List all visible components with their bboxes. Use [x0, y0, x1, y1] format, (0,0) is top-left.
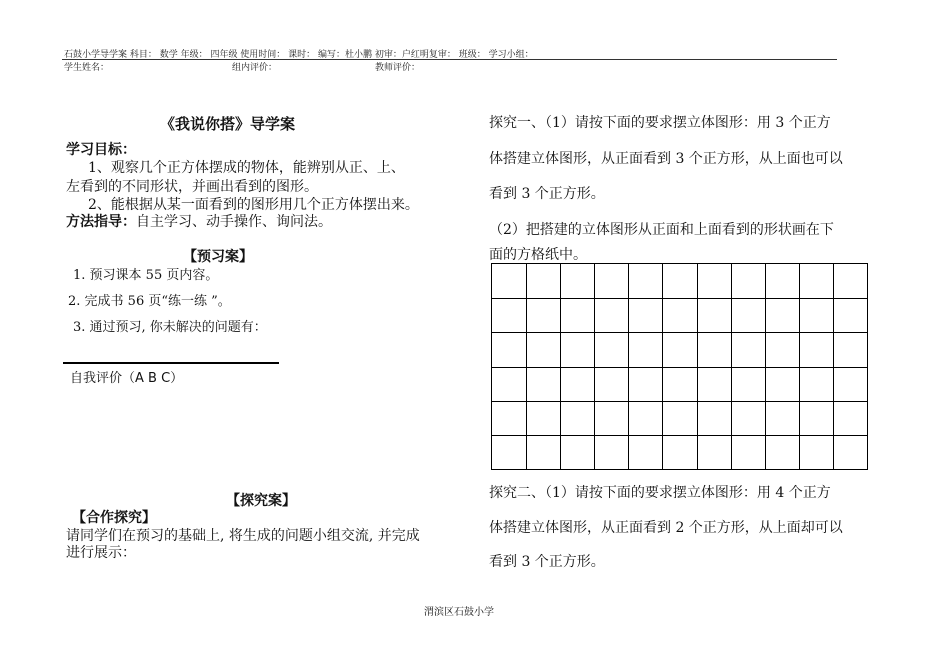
preview-item-2: 2. 完成书 56 页“练一练 ”。 [68, 294, 231, 309]
method-guidance [66, 211, 332, 231]
student-name-label: 学生姓名： [64, 63, 110, 73]
explore-2-line-2: 体搭建立体图形，从正面看到 2 个正方形，从上面却可以 [489, 520, 843, 536]
preview-item-1: 1. 预习课本 55 页内容。 [73, 268, 219, 283]
header-rule [62, 59, 837, 60]
goal-1-line-b: 左看到的不同形状，并画出看到的图形。 [66, 179, 318, 195]
explore-1b-line-1: （2）把搭建的立体图形从正面和上面看到的形状画在下 [489, 222, 834, 238]
grid-row-line [492, 332, 867, 333]
page-title: 《我说你搭》导学案 [160, 115, 296, 133]
method-label: 方法指导： [66, 214, 136, 230]
explore-1-line-2: 体搭建立体图形，从正面看到 3 个正方形，从上面也可以 [489, 151, 843, 167]
footer-school: 渭滨区石鼓小学 [424, 607, 494, 618]
group-eval-label: 组内评价： [232, 63, 278, 73]
explore-1b-line-2: 面的方格纸中。 [489, 247, 587, 263]
goals-label: 学习目标： [66, 142, 136, 158]
explore-heading: 【探究案】 [226, 493, 296, 509]
coop-heading: 【合作探究】 [72, 510, 156, 526]
answer-line [63, 362, 279, 364]
grid-row-line [492, 401, 867, 402]
explore-1-line-3: 看到 3 个正方形。 [489, 186, 605, 202]
preview-heading: 【预习案】 [183, 249, 253, 265]
teacher-eval-label: 教师评价： [375, 63, 421, 73]
explore-1-line-1: 探究一、（1）请按下面的要求摆立体图形：用 3 个正方 [489, 115, 831, 131]
grid-row-line [492, 298, 867, 299]
coop-text-a: 请同学们在预习的基础上, 将生成的问题小组交流, 并完成 [66, 528, 420, 544]
coop-text-b: 进行展示： [66, 545, 136, 561]
method-text: 自主学习、动手操作、询问法。 [136, 214, 332, 230]
self-evaluation: 自我评价（A B C） [70, 371, 184, 386]
explore-2-line-1: 探究二、（1）请按下面的要求摆立体图形：用 4 个正方 [489, 485, 831, 501]
square-grid-paper[interactable] [491, 263, 868, 470]
goal-1-line-a: 1、观察几个正方体摆成的物体，能辨别从正、上、 [88, 160, 405, 176]
grid-row-line [492, 367, 867, 368]
header-line1: 石鼓小学导学案 科目： 数学 年级： 四年级 使用时间： 课时： 编写：杜小鹏 初审：户红明复审： 班级： 学习小组： [64, 50, 534, 60]
grid-row-line [492, 435, 867, 436]
explore-2-line-3: 看到 3 个正方形。 [489, 554, 605, 570]
preview-item-3: 3. 通过预习, 你未解决的问题有： [73, 320, 267, 335]
goal-2: 2、能根据从某一面看到的图形用几个正方体摆出来。 [88, 197, 419, 213]
